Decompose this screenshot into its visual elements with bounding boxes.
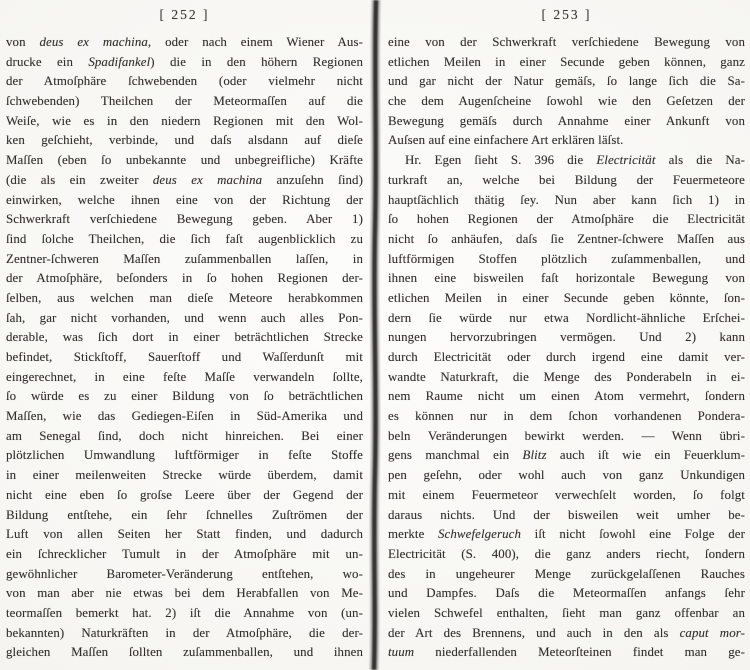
text-line: Maſſen (eben ſo unbekannte und unbegreifliche) Kräfte	[6, 153, 363, 168]
text-line: Schwerkraft verſchiedene Bewegung geben. Aber 1)	[6, 212, 363, 227]
text-line: ſelben, aus welchen man dieſe Meteore herabkommen	[6, 290, 363, 305]
text-line: drucke ein Spadifankel) die in den höhern Regionen	[6, 54, 363, 69]
text-line: ſah, gar nicht vorhanden, und wenn auch alles Pon-	[6, 310, 363, 325]
text-line: nem Raume nicht um einen Atom vermehrt, ſondern	[388, 389, 745, 404]
text-line: ſchwebenden) Theilchen der Meteormaſſen auf die	[6, 94, 363, 109]
left-page-text	[6, 33, 363, 663]
text-line: es können nur in dem ſchon vorhandenen Pondera-	[388, 409, 745, 424]
text-line: vielen Schwefel enthalten, ſieht man ganz offenbar an	[388, 605, 745, 620]
text-line: merkte Schwefelgeruch iſt nicht ſowohl eine Folge der	[388, 527, 745, 542]
text-line: der Art des Brennens, und auch in den als caput mor-	[388, 625, 745, 640]
right-page-text	[388, 33, 745, 663]
text-line: ihnen eine bisweilen faſt horizontale Bewegung von	[388, 271, 745, 286]
text-line: der Atmoſphäre ſchwebenden (oder vielmehr nicht	[6, 74, 363, 89]
text-line: befindet, Stickſtoff, Sauerſtoff und Waſſerdunſt mit	[6, 350, 363, 364]
text-line: wandte Naturkraft, die Menge des Ponderabeln in ei-	[388, 369, 745, 384]
text-line: turkraft an, welche bei Bildung der Feuermeteore	[388, 172, 745, 187]
text-line: ſo würde es zu einer Bildung von ſo beträchtlichen	[6, 389, 363, 404]
text-line: ſind ſolche Theilchen, die ſich faſt augenblicklich zu	[6, 231, 363, 246]
text-line: in einer meilenweiten Strecke würde überdem, damit	[6, 468, 363, 483]
right-page-column	[388, 5, 745, 663]
text-line: luftförmigen Stoffen plötzlich zuſammenballen, und	[388, 251, 745, 266]
text-line: bekannten) Naturkräften in der Atmoſphäre, die der-	[6, 625, 363, 640]
left-page-column	[6, 5, 363, 663]
text-line: ken geſchieht, verbinde, und daſs alsdann auf dieſe	[6, 133, 363, 148]
text-line: des in ungeheurer Menge zurückgelaſſenen Rauches	[388, 566, 745, 581]
text-line: nungen hervorzubringen vermögen. Und 2) kann	[388, 330, 745, 345]
text-line: plötzlichen Umwandlung luftförmiger in feſte Stoffe	[6, 448, 363, 463]
text-line: und gar nicht der Natur gemäſs, ſo lange ſich die Sa-	[388, 74, 745, 89]
text-line: daraus nichts. Und der bisweilen weit umher be-	[388, 507, 745, 522]
text-line: dern ſie würde nur etwa Nordlicht-ähnliche Erſchei-	[388, 310, 745, 325]
text-line: pen geſehn, oder wohl auch von ganz Unkundigen	[388, 468, 745, 483]
right-page-number: [ 253 ]	[541, 7, 592, 22]
text-line: von man aber nie etwas bei dem Herabfallen von Me-	[6, 586, 363, 601]
text-line: der Atmoſphäre, beſonders in ſo hohen Regionen der-	[6, 271, 363, 286]
text-line: (die als ein zweiter deus ex machina anzuſehn ſind)	[6, 172, 363, 187]
text-line: ſo hohen Regionen der Atmoſphäre die Electricität	[388, 212, 745, 227]
text-line: von deus ex machina, oder nach einem Wiener Aus-	[6, 35, 363, 49]
text-line: eine von der Schwerkraft verſchiedene Bewegung von	[388, 35, 745, 49]
text-line: Electricität (S. 400), die ganz anders riecht, ſondern	[388, 546, 745, 561]
text-line: Maſſen, wie das Gediegen-Eiſen in Süd-Amerika und	[6, 409, 363, 424]
text-line: teormaſſen bemerkt hat. 2) iſt die Annahme von (un-	[6, 605, 363, 620]
text-line: Luft von allen Seiten her Statt finden, und dadurch	[6, 527, 363, 542]
text-line: nicht eine eben ſo groſse Leere über der Gegend der	[6, 487, 363, 502]
text-line: gens manchmal ein Blitz auch iſt wie ein Feuerklum-	[388, 448, 745, 463]
text-line: Hr. Egen ſieht S. 396 die Electricität als die Na-	[405, 153, 745, 168]
text-line: ein ſchrecklicher Tumult in der Atmoſphäre mit un-	[6, 546, 363, 561]
text-line: nicht ſo anhäufen, daſs ſie Zentner-ſchwere Maſſen aus	[388, 231, 745, 246]
text-line: gewöhnlicher Barometer-Veränderung entſtehen, wo-	[6, 566, 363, 581]
text-line: gleichen Maſſen ſollten zuſammenballen, und ihnen	[6, 645, 363, 660]
text-line: Bewegung gemäſs durch Annahme einer Ankunft von	[388, 113, 745, 128]
left-page-number: [ 252 ]	[159, 7, 210, 22]
text-line: derable, was ſich dort in einer beträchtlichen Strecke	[6, 330, 363, 345]
fold-shadow-graphic	[366, 0, 384, 670]
book-fold-shadow	[366, 0, 384, 670]
text-line: und Dampfes. Daſs die Meteormaſſen anfangs ſehr	[388, 586, 745, 601]
text-line: Bildung entſtehe, ein ſehr ſchnelles Zuſtrömen der	[6, 507, 363, 522]
text-line: Zentner-ſchweren Maſſen zuſammenballen laſſen, in	[6, 251, 363, 266]
text-line: am Senegal ſind, doch nicht hinreichen. Bei einer	[6, 428, 363, 443]
text-line: durch Electricität oder durch irgend eine damit ver-	[388, 350, 745, 364]
text-line: Weiſe, wie es in den niedern Regionen mit den Wol-	[6, 113, 363, 128]
text-line: mit einem Feuermeteor verwechſelt worden, ſo folgt	[388, 487, 745, 502]
text-line: tuum niederfallenden Meteorſteinen findet man ge-	[388, 645, 745, 660]
text-line: etlichen Meilen in einer Secunde geben könnte, ſon-	[388, 290, 745, 305]
text-line: einwirken, welche ihnen eine von der Richtung der	[6, 192, 363, 207]
text-line: hauptſächlich thätig ſey. Nun aber kann ſich 1) in	[388, 192, 745, 207]
text-line: eingerechnet, in eine feſte Maſſe verwandeln ſollte,	[6, 369, 363, 384]
text-line: Auſsen auf eine einfachere Art erklären läſst.	[388, 133, 624, 148]
text-line: beln Veränderungen bewirkt werden. — Wenn übri-	[388, 428, 745, 443]
text-line: che dem Augenſcheine ſowohl wie den Geſetzen der	[388, 94, 745, 109]
text-line: etlichen Meilen in einer Secunde geben können, ganz	[388, 54, 745, 69]
